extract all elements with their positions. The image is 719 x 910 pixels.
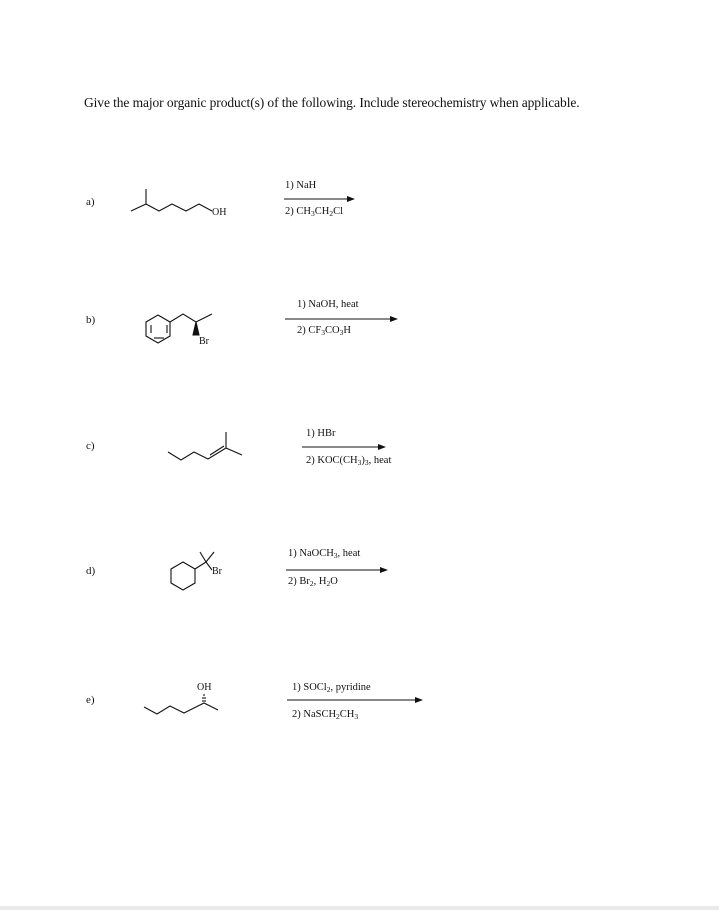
problem-label: d) bbox=[86, 565, 96, 577]
atom-label-oh: OH bbox=[197, 682, 212, 693]
reagent-step-1: 1) NaH bbox=[285, 180, 317, 191]
instructions-text: Give the major organic product(s) of the following. Include stereochemistry when applicable. bbox=[84, 95, 580, 110]
problem-label: b) bbox=[86, 314, 96, 326]
reagent-step-1: 1) NaOCH$_3$, heat bbox=[288, 548, 361, 560]
reagent-step-1: 1) SOCl$_2$, pyridine bbox=[292, 682, 371, 694]
atom-label-br: Br bbox=[199, 336, 209, 347]
problem-label: e) bbox=[86, 694, 95, 706]
problem-label: a) bbox=[86, 196, 95, 208]
reagent-step-2: 2) $Br_2$, $H_2O$ bbox=[288, 576, 338, 588]
page-bottom-edge bbox=[0, 906, 719, 910]
atom-label-oh: OH bbox=[212, 207, 227, 218]
reagent-step-1: 1) HBr bbox=[306, 428, 336, 439]
problem-label: c) bbox=[86, 440, 95, 452]
atom-label-br: Br bbox=[212, 566, 222, 577]
reagent-step-2: 2) $KOC(CH_3)_3$, heat bbox=[306, 455, 392, 467]
reagent-step-1: 1) NaOH, heat bbox=[297, 299, 359, 310]
reagent-step-2: 2) $NaSCH_2CH_3$ bbox=[292, 709, 359, 721]
reagent-step-2: 2) $CF_3CO_3H$ bbox=[297, 325, 351, 337]
reagent-step-2: 2) $CH_3CH_2Cl$ bbox=[285, 206, 343, 218]
